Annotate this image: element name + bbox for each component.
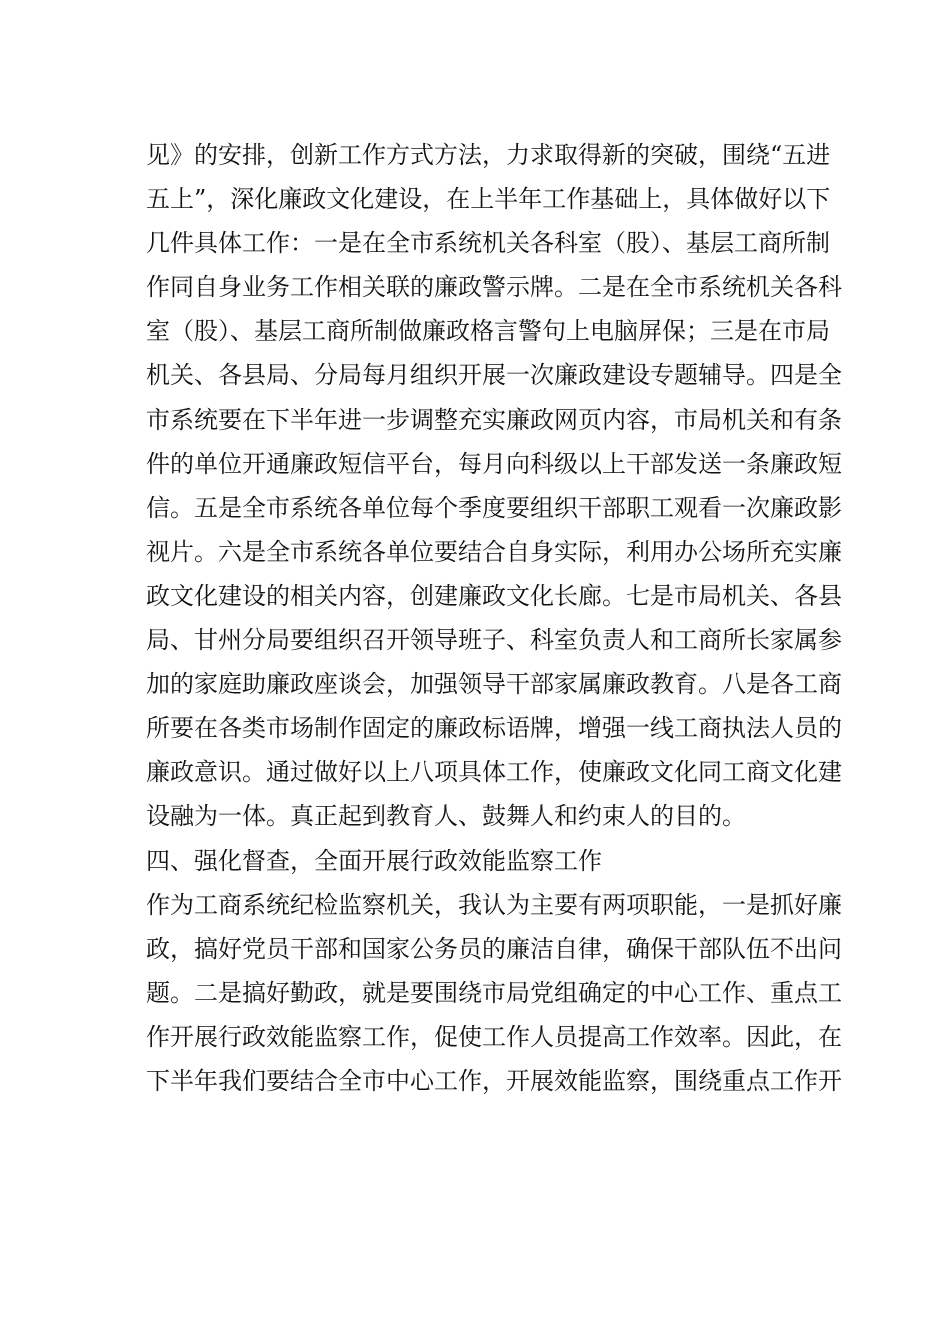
text-line: 件的单位开通廉政短信平台，每月向科级以上干部发送一条廉政短 — [146, 449, 842, 478]
text-line: 室（股）、基层工商所制做廉政格言警句上电脑屏保；三是在市局 — [146, 317, 830, 346]
text-line: 信。五是全市系统各单位每个季度要组织干部职工观看一次廉政影 — [146, 493, 842, 522]
text-line: 几件具体工作：一是在全市系统机关各科室（股）、基层工商所制 — [146, 229, 830, 258]
text-line: 五上”，深化廉政文化建设，在上半年工作基础上，具体做好以下 — [146, 185, 831, 214]
text-line: 机关、各县局、分局每月组织开展一次廉政建设专题辅导。四是全 — [146, 361, 842, 390]
text-line: 作同自身业务工作相关联的廉政警示牌。二是在全市系统机关各科 — [146, 273, 842, 302]
text-line: 政文化建设的相关内容，创建廉政文化长廊。七是市局机关、各县 — [146, 581, 842, 610]
text-line: 题。二是搞好勤政，就是要围绕市局党组确定的中心工作、重点工 — [146, 978, 842, 1007]
body-text — [146, 133, 842, 1103]
text-line: 所要在各类市场制作固定的廉政标语牌，增强一线工商执法人员的 — [146, 714, 842, 743]
text-line: 设融为一体。真正起到教育人、鼓舞人和约束人的目的。 — [146, 802, 746, 831]
text-line: 见》的安排，创新工作方式方法，力求取得新的突破，围绕“五进 — [146, 141, 831, 169]
section-heading: 四、强化督查，全面开展行政效能监察工作 — [146, 846, 602, 875]
text-line: 政，搞好党员干部和国家公务员的廉洁自律，确保干部队伍不出问 — [146, 934, 842, 963]
text-line: 视片。六是全市系统各单位要结合自身实际，利用办公场所充实廉 — [146, 537, 842, 566]
text-line: 廉政意识。通过做好以上八项具体工作，使廉政文化同工商文化建 — [146, 758, 842, 787]
text-line: 作为工商系统纪检监察机关，我认为主要有两项职能，一是抓好廉 — [146, 890, 842, 919]
text-line: 局、甘州分局要组织召开领导班子、科室负责人和工商所长家属参 — [146, 626, 842, 655]
text-line: 下半年我们要结合全市中心工作，开展效能监察，围绕重点工作开 — [146, 1066, 842, 1095]
text-line: 市系统要在下半年进一步调整充实廉政网页内容，市局机关和有条 — [146, 405, 842, 434]
text-line: 加的家庭助廉政座谈会，加强领导干部家属廉政教育。八是各工商 — [146, 670, 842, 699]
text-line: 作开展行政效能监察工作，促使工作人员提高工作效率。因此，在 — [146, 1022, 842, 1051]
